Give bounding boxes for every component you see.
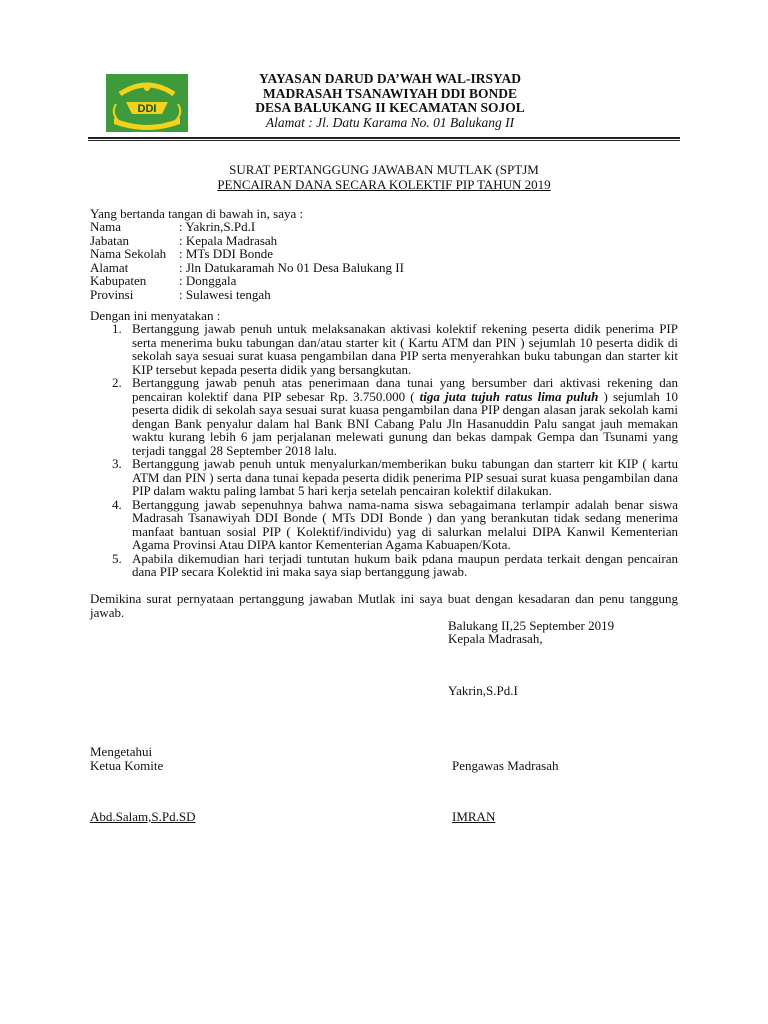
document-title bbox=[88, 162, 680, 192]
statement-text: Bertanggung jawab sepenuhnya bahwa nama-nama siswa sebagaimana terlampir adalah benar siswa Madrasah Tsanawiyah DDI Bonde ( MTs DDI Bonde ) dan yang berankutan tidak sedang menerima manfaat bantuan sosial PIP ( Kolektif/individu) yag di salurkan melalui DIPA Kanwil Kementerian Agama Provinsi Atau DIPA kantor Kementerian Agama Kabuapen/Kota. bbox=[132, 496, 678, 552]
foundation-name: YAYASAN DARUD DA’WAH WAL-IRSYAD bbox=[259, 71, 521, 86]
statement-text: Bertanggung jawab penuh untuk menyalurkan/memberikan buku tabungan dan starterr kit KIP ( kartu ATM dan PIN ) serta dana tunai kepada peserta didik penerima PIP sesuai surat kuasa pengambilan dana PIP dalam waktu paling lambat 5 hari kerja setelah pencairan kolektif dilakukan. bbox=[132, 456, 678, 498]
statement-text-cont: ) sejumlah 10 peserta didik di sekolah saya sesuai surat kuasa pengambilan dana PIP dengan alasan jarak sekolah kami dengan Bank penyalur dalam hal Bank BNI Cabang Palu Jln Hasanuddin Palu sangat jauh memakan waktu kurang lebih 6 jam perjalanan melewati gunung dan bekas dampak Gempa dan Tsunami yang terjadi tanggal 28 September 2018 lalu. bbox=[132, 388, 678, 458]
identity-value: : Jln Datukaramah No 01 Desa Balukang II bbox=[179, 259, 404, 275]
committee-name: Abd.Salam,S.Pd.SD bbox=[90, 809, 196, 824]
identity-row bbox=[90, 247, 404, 261]
statement-text: Bertanggung jawab penuh atas penerimaan dana tunai yang bersumber dari aktivasi rekening dan pencairan kolektif dana PIP sebesar Rp. 3.750.000 ( bbox=[132, 375, 678, 404]
identity-row bbox=[90, 234, 404, 248]
school-name: MADRASAH TSANAWIYAH DDI BONDE bbox=[263, 85, 517, 101]
statement-text: Apabila dikemudian hari terjadi tuntutan hukum baik pdana maupun perdata terkait dengan pencairan dana PIP secara Kolektid ini maka saya siap bertanggung jawab. bbox=[132, 550, 678, 579]
amount-in-words: tiga juta tujuh ratus lima puluh bbox=[419, 388, 599, 404]
identity-value: : Kepala Madrasah bbox=[179, 232, 278, 248]
list-item bbox=[90, 322, 678, 376]
list-number: 3. bbox=[112, 456, 122, 471]
identity-label: Alamat bbox=[90, 259, 129, 275]
statement-text: Bertanggung jawab penuh untuk melaksanakan aktivasi kolektif rekening peserta didik penerima PIP serta menerima buku tabungan dan/atau starter kit ( Kartu ATM dan PIN ) sejumlah 10 peserta didik di sekolah saya sesuai surat kuasa pengambilan dana PIP serta menyerahkan buku tabungan dan starter kit KIP tersebut kepada peserta didik yang bersangkutan. bbox=[132, 321, 678, 377]
logo-center-text: DDI bbox=[137, 103, 157, 115]
list-number: 1. bbox=[112, 321, 122, 336]
list-number: 2. bbox=[112, 375, 122, 390]
ddi-logo bbox=[106, 74, 188, 132]
supervisor-name: IMRAN bbox=[452, 809, 496, 824]
identity-value: : MTs DDI Bonde bbox=[179, 246, 274, 261]
school-district: DESA BALUKANG II KECAMATAN SOJOL bbox=[255, 100, 525, 115]
identity-label: Kabupaten bbox=[90, 273, 147, 288]
identity-row bbox=[90, 274, 404, 288]
title-line-1: SURAT PERTANGGUNG JAWABAN MUTLAK (SPTJM bbox=[229, 162, 539, 177]
header-rule-thick bbox=[88, 137, 680, 139]
identity-row bbox=[90, 220, 404, 234]
header-rule-thin bbox=[88, 140, 680, 141]
list-item bbox=[90, 376, 678, 457]
intro-text: Yang bertanda tangan di bawah in, saya : bbox=[90, 206, 304, 221]
list-number: 4. bbox=[112, 496, 122, 512]
identity-value: : Sulawesi tengah bbox=[179, 286, 271, 302]
identity-label: Jabatan bbox=[90, 232, 129, 248]
closing-paragraph: Demikina surat pernyataan pertanggung jawaban Mutlak ini saya buat dengan kesadaran dan penu tanggung jawab. bbox=[90, 591, 678, 620]
signature-role: Kepala Madrasah, bbox=[448, 631, 543, 646]
logo-star bbox=[144, 85, 150, 91]
identity-value: : Donggala bbox=[179, 273, 237, 288]
list-item bbox=[90, 552, 678, 579]
signature-place-date: Balukang II,25 September 2019 bbox=[448, 618, 615, 633]
statement-list bbox=[90, 322, 678, 579]
acknowledge-heading: Mengetahui bbox=[90, 744, 153, 759]
identity-row bbox=[90, 288, 404, 302]
statement-intro: Dengan ini menyatakan : bbox=[90, 308, 221, 323]
signature-name: Yakrin,S.Pd.I bbox=[448, 683, 518, 698]
list-number: 5. bbox=[112, 550, 122, 566]
committee-role: Ketua Komite bbox=[90, 758, 164, 773]
identity-label: Nama bbox=[90, 219, 122, 234]
school-address: Alamat : Jl. Datu Karama No. 01 Balukang II bbox=[265, 114, 515, 130]
list-item bbox=[90, 498, 678, 552]
identity-table bbox=[90, 220, 404, 301]
letterhead bbox=[200, 72, 580, 130]
identity-label: Nama Sekolah bbox=[90, 246, 167, 261]
identity-value: : Yakrin,S.Pd.I bbox=[179, 219, 256, 234]
identity-label: Provinsi bbox=[90, 286, 134, 302]
title-line-2: PENCAIRAN DANA SECARA KOLEKTIF PIP TAHUN 2019 bbox=[217, 177, 551, 192]
identity-row bbox=[90, 261, 404, 275]
supervisor-role: Pengawas Madrasah bbox=[452, 758, 559, 773]
list-item bbox=[90, 457, 678, 498]
